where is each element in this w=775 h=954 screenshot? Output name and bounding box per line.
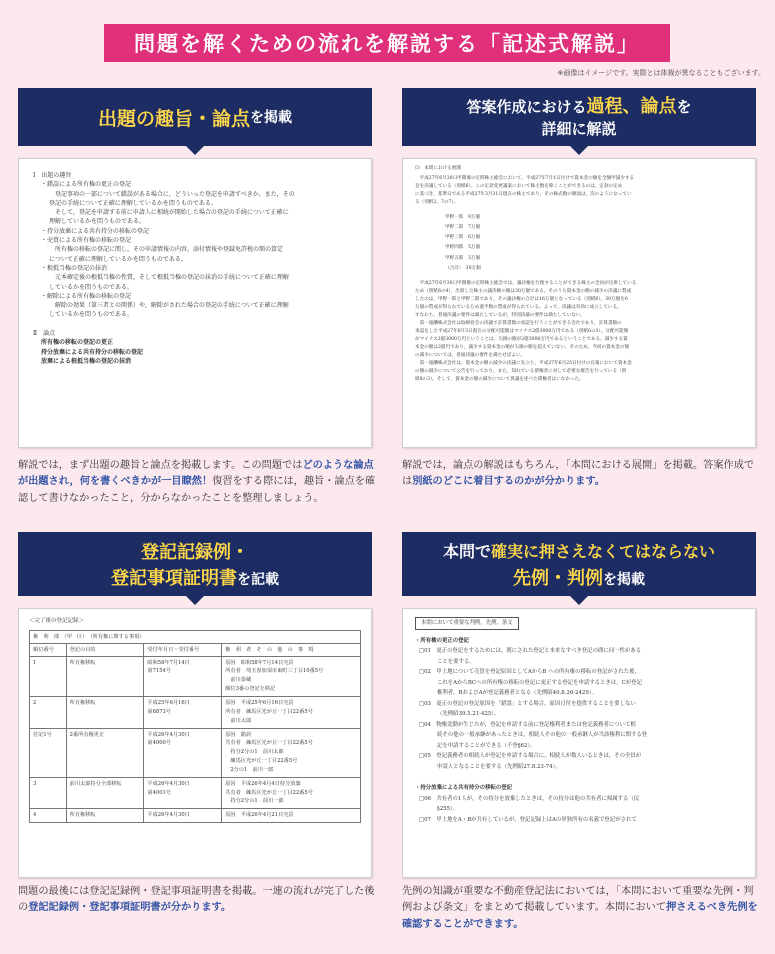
process-line: の減少については，普通決議の要件を満たせばよい。 bbox=[415, 353, 526, 358]
shareholder-item: 甲野五郎 3万個 bbox=[445, 255, 481, 261]
purpose-line bbox=[33, 320, 357, 329]
purpose-line: 登記事項の一部について錯誤がある場合に，どういった登記を申請すべきか，また，その bbox=[49, 190, 295, 198]
purpose-caption: 解説では，まず出題の趣旨と論点を掲載します。この問題ではどのような論点が出題され，何を書くべきかが一目瞭然！復習をする際には，趣旨・論点を確認して書けなかったこと，分からなかったことを整理しましょう。 bbox=[18, 460, 376, 504]
shareholder-item: 甲野一郎 9万個 bbox=[445, 215, 481, 221]
image-note: ※画像はイメージです。実際とは体裁が異なることもございます。 bbox=[557, 69, 765, 77]
process-line: すなわち，普通決議の要件は満たしているが，特別決議の要件は満たしていない。 bbox=[415, 312, 585, 318]
process-line: る（別紙2，7の7）。 bbox=[415, 200, 459, 206]
registry-row bbox=[30, 697, 361, 729]
panel-purpose bbox=[18, 88, 372, 146]
purpose-line: 放棄による根抵当権の登記の抹消 bbox=[41, 357, 132, 365]
process-line: に基づき，基準日である平成27年3月31日現在の株主であり，その株式数の額面は，次のようになってい bbox=[415, 192, 632, 198]
registry-cell: 原因 平成25年6月16日売買 所有者 練馬区光が丘一丁目22番5号 前川太郎 bbox=[222, 697, 361, 729]
registry-cell: 所有権移転 bbox=[66, 809, 144, 823]
purpose-line: ・持分放棄による共有持分の移転の登記 bbox=[41, 227, 150, 235]
purpose-line: ・売買による所有権の移転の登記 bbox=[41, 237, 132, 245]
panel-registry-header: 登記記録例・ 登記事項証明書を記載 bbox=[18, 532, 372, 596]
registry-cell: 前川太郎持分全部移転 bbox=[66, 777, 144, 809]
purpose-line: しているかを問うものである。 bbox=[49, 311, 134, 319]
purpose-line: Ⅱ 論点 bbox=[33, 330, 56, 338]
shareholder-list bbox=[445, 213, 743, 274]
purpose-line: ・錯誤による所有権の更正の登記 bbox=[41, 181, 132, 189]
precedent-line: これをAからBCへの所有権の移転の登記に更正する登記を申請するときは，Cが登記 bbox=[437, 679, 642, 686]
panel-process bbox=[402, 88, 756, 146]
process-line: がマイナス2億3000万円ということは，欠損の額が2億3000万円であるということである。減少する資 bbox=[415, 336, 628, 342]
registry-cell: 原因 昭和58年7月14日売買 所有者 埼玉県加須市東町三丁目10番5号 前川泰蔵 順位3番の登記を移記 bbox=[222, 656, 361, 696]
precedent-line bbox=[415, 772, 743, 783]
registry-caption: 問題の最後には登記記録例・登記事項証明書を掲載。一連の流れが完了した後の登記記録例・登記事項証明書が分かります。 bbox=[18, 886, 375, 914]
registry-section-title: 権 利 部 （甲 区） （所有権に関する事項） bbox=[30, 630, 361, 643]
precedents-lines bbox=[415, 636, 743, 826]
purpose-line: 所有権の移転の登記に関し，その申請情報の内容，添付情報や登録免許税の額の算定 bbox=[49, 246, 284, 254]
purpose-line: について正確に理解しているかを問うものである。 bbox=[49, 255, 187, 263]
process-line: したのは，甲野一郎と甲野二郎であり，その議決権の合計は16万個となっている（別紙6）。30万個を6 bbox=[415, 296, 628, 302]
registry-cell: 昭和58年7月14日 第7154号 bbox=[144, 656, 222, 696]
precedent-line: ・持分放棄による共有持分の移転の登記 bbox=[415, 784, 513, 791]
purpose-line: しているかを問うものである。 bbox=[49, 283, 134, 291]
process-line: 旨を決議している（別紙6）。この定款変更議案において株主数を除くことができるのは，定款の定め bbox=[415, 184, 623, 190]
precedent-line: □01 更正の登記をするためには，既にされた登記と本来なすべき登記の間に同一性がある bbox=[419, 648, 642, 655]
panel-precedents-header: 本問で確実に押さえなくてはならない 先例・判例を掲載 bbox=[402, 532, 756, 596]
registry-column-header: 順位番号 bbox=[30, 643, 67, 656]
shareholder-item: （合計） 30万個 bbox=[445, 265, 481, 271]
shareholder-item: 甲野四郎 5万個 bbox=[445, 245, 481, 251]
registry-row bbox=[30, 777, 361, 809]
process-line: の額の減少について公告を行っており，また，知れている債権者に対して必要な催告を行っている（別 bbox=[415, 369, 627, 375]
precedent-line: □03 更正の登記の登記原因を「錯誤」とする場合，原因日付を提供することを要しない bbox=[419, 700, 636, 707]
precedent-line: □06 共有者の1人が，その持分を放棄したときは，その持分は他の共有者に帰属する（民 bbox=[419, 795, 640, 802]
precedent-line: ことを要する。 bbox=[437, 658, 475, 665]
precedents-document bbox=[402, 608, 756, 878]
registry-header-row bbox=[30, 643, 361, 656]
process-line: 平成27年6月30日甲開催の定時株主総会において，平成27年7月1日付けで資本金の額を全額甲減少する bbox=[415, 176, 635, 182]
registry-document bbox=[18, 608, 372, 878]
process-line: 本金の額は2億円であり，減少する資本金の額が欠損の額を超えていない。そのため，今回の資本金の額 bbox=[415, 344, 630, 350]
purpose-line: Ⅰ 出題の趣旨 bbox=[33, 172, 72, 179]
process-doc-heading: ⑶ 本問における展開 bbox=[415, 166, 461, 171]
registry-cell: 1 bbox=[30, 656, 67, 696]
precedent-line: 記を申請することができる（不登§62）。 bbox=[437, 742, 536, 749]
registry-cell: 平成25年6月16日 第6873号 bbox=[144, 697, 222, 729]
precedent-line: （先例昭39.5.21-425）。 bbox=[437, 711, 500, 718]
panel-process-header: 答案作成における過程、論点を 詳細に解説 bbox=[402, 88, 756, 146]
precedent-line: □02 甲土地について売買を登記原因としてAからB への所有権の移転の登記がされた後， bbox=[419, 669, 640, 676]
registry-cell: 原因 平成26年4月4日持分放棄 共有者 練馬区光が丘一丁目22番5号 持分2分の1 前川一郎 bbox=[222, 777, 361, 809]
precedents-caption: 先例の知識が重要な不動産登記法においては，「本問において重要な先例・判例および条文」をまとめて掲載しています。本問において押さえるべき先例を確認することができます。 bbox=[402, 886, 758, 930]
registry-cell: 2 bbox=[30, 697, 67, 729]
panel-registry bbox=[18, 532, 372, 596]
purpose-document-lines bbox=[33, 171, 357, 366]
registry-column-header: 受付年月日・受付番号 bbox=[144, 643, 222, 656]
process-doc-para2 bbox=[415, 280, 743, 384]
process-document bbox=[402, 158, 756, 448]
process-line: 平成27年6月30日甲開催の定時株主総会では，議決権を行使することができる株主の全員が出席している bbox=[415, 280, 637, 286]
registry-cell: 所有権移転 bbox=[66, 697, 144, 729]
process-line: 第一報酬株式会社は，資本金の額の減少の決議に先立ち，平成27年6月25日付けの官報において資本金 bbox=[415, 361, 632, 367]
precedent-line: 申請人となることを要する（先例昭27.8.23-74）。 bbox=[437, 763, 561, 770]
registry-row bbox=[30, 728, 361, 777]
registry-table bbox=[29, 630, 361, 824]
registry-cell: 平成26年4月30日 第4001号 bbox=[144, 777, 222, 809]
panel-precedents bbox=[402, 532, 756, 596]
precedent-line: □05 登記義務者の相続人が登記を申請する場合に，相続人が数人いるときは，その全員が bbox=[419, 753, 642, 760]
process-line: 紙8の3）。そして，資本金の額の減少について異議を述べた債権者はいなかった。 bbox=[415, 377, 584, 383]
purpose-document bbox=[18, 158, 372, 448]
registry-cell: 3 bbox=[30, 777, 67, 809]
purpose-line: 元本確定後の根抵当権の性質，そして根抵当権の登記の抹消の手続について正確に理解 bbox=[49, 274, 289, 282]
registry-label: ＜完了後の登記記録＞ bbox=[29, 618, 85, 624]
purpose-line: 持分放棄による共有持分の移転の登記 bbox=[41, 348, 144, 356]
precedent-line: □04 物権変動が生じたが，登記を申請する前に登記権利者または登記義務者について相 bbox=[419, 721, 636, 728]
precedent-line: §255）。 bbox=[437, 806, 459, 813]
process-line: ため（別紙6の4），出席した株主の議決権の額は30万個である。そのうち資本金の額の減少の決議に賛成 bbox=[415, 288, 632, 294]
page-banner: 問題を解くための流れを解説する「記述式解説」 bbox=[104, 24, 670, 62]
precedent-line: ・所有権の更正の登記 bbox=[415, 637, 469, 644]
registry-cell: 平成26年4月30日 第4000号 bbox=[144, 728, 222, 777]
registry-row bbox=[30, 809, 361, 823]
process-line: 万個の賛成が得られているため過半数の賛成が得られている。よって，決議は有効に成立している。 bbox=[415, 304, 622, 310]
registry-cell: 所有権移転 bbox=[66, 656, 144, 696]
purpose-line: ・根抵当権の登記の抹消 bbox=[41, 264, 108, 272]
process-caption: 解説では，論点の解説はもちろん，「本問における展開」を掲載。答案作成では別紙のどこに着目するのかが分かります。 bbox=[402, 460, 755, 488]
registry-column-header: 権 利 者 そ の 他 の 事 項 bbox=[222, 643, 361, 656]
purpose-line: 所有権の移転の登記の更正 bbox=[41, 339, 114, 347]
registry-cell: 付記1号 bbox=[30, 728, 67, 777]
panel-purpose-header: 出題の趣旨・論点 を掲載 bbox=[18, 88, 372, 146]
process-doc-para1 bbox=[415, 175, 743, 207]
registry-row bbox=[30, 656, 361, 696]
purpose-line: 理解しているかを問うものである。 bbox=[49, 218, 146, 226]
shareholder-item: 甲野二郎 7万個 bbox=[445, 225, 481, 231]
process-line: 承認をした平成27年6月3日現在の分配可能額はマイナス2億3000万円である（別紙6の3）。分配可能額 bbox=[415, 328, 629, 334]
precedent-line: 権利者，BおよびAが登記義務者となる（先例昭40.8.26-2429）。 bbox=[437, 690, 597, 697]
registry-cell: 原因 平成26年4月21日売買 bbox=[222, 809, 361, 823]
shareholder-item: 甲野三郎 6万個 bbox=[445, 235, 481, 241]
precedents-doc-title: 本問において重要な判例，先例，条文 bbox=[415, 617, 519, 630]
precedent-line: 続その他の一般承継があったときは，相続人その他の一般承継人が当該権利に関する登 bbox=[437, 732, 648, 739]
registry-cell: 4 bbox=[30, 809, 67, 823]
registry-cell: 原因 錯誤 共有者 練馬区光が丘一丁目22番5号 持分2分の1 前川太郎 練馬区光が丘一丁目22番5号 2分の1 前川一郎 bbox=[222, 728, 361, 777]
precedent-line: □07 甲土地をA・Bが共有しているが，登記記録上はAの単独所有の名義で登記がされて bbox=[419, 816, 637, 823]
registry-cell: 2番所有権更正 bbox=[66, 728, 144, 777]
purpose-line: ・解除による所有権の移転の登記 bbox=[41, 292, 132, 300]
registry-cell: 平成26年4月30日 bbox=[144, 809, 222, 823]
purpose-line: 解除の効果（第三者との関係）や，解除がされた場合の登記の手続について正確に理解 bbox=[49, 302, 289, 310]
process-line: 第一報酬株式会社は取締役会の決議で計算書類の承認を行うことができる会社であり，計算書類の bbox=[415, 320, 622, 326]
purpose-line: 登記の手続について正確に理解しているかを問うものである。 bbox=[49, 199, 217, 207]
registry-column-header: 登記の目的 bbox=[66, 643, 144, 656]
purpose-line: そして，登記を申請する前に申請人に相続が開始した場合の登記の手続について正確に bbox=[49, 209, 289, 217]
